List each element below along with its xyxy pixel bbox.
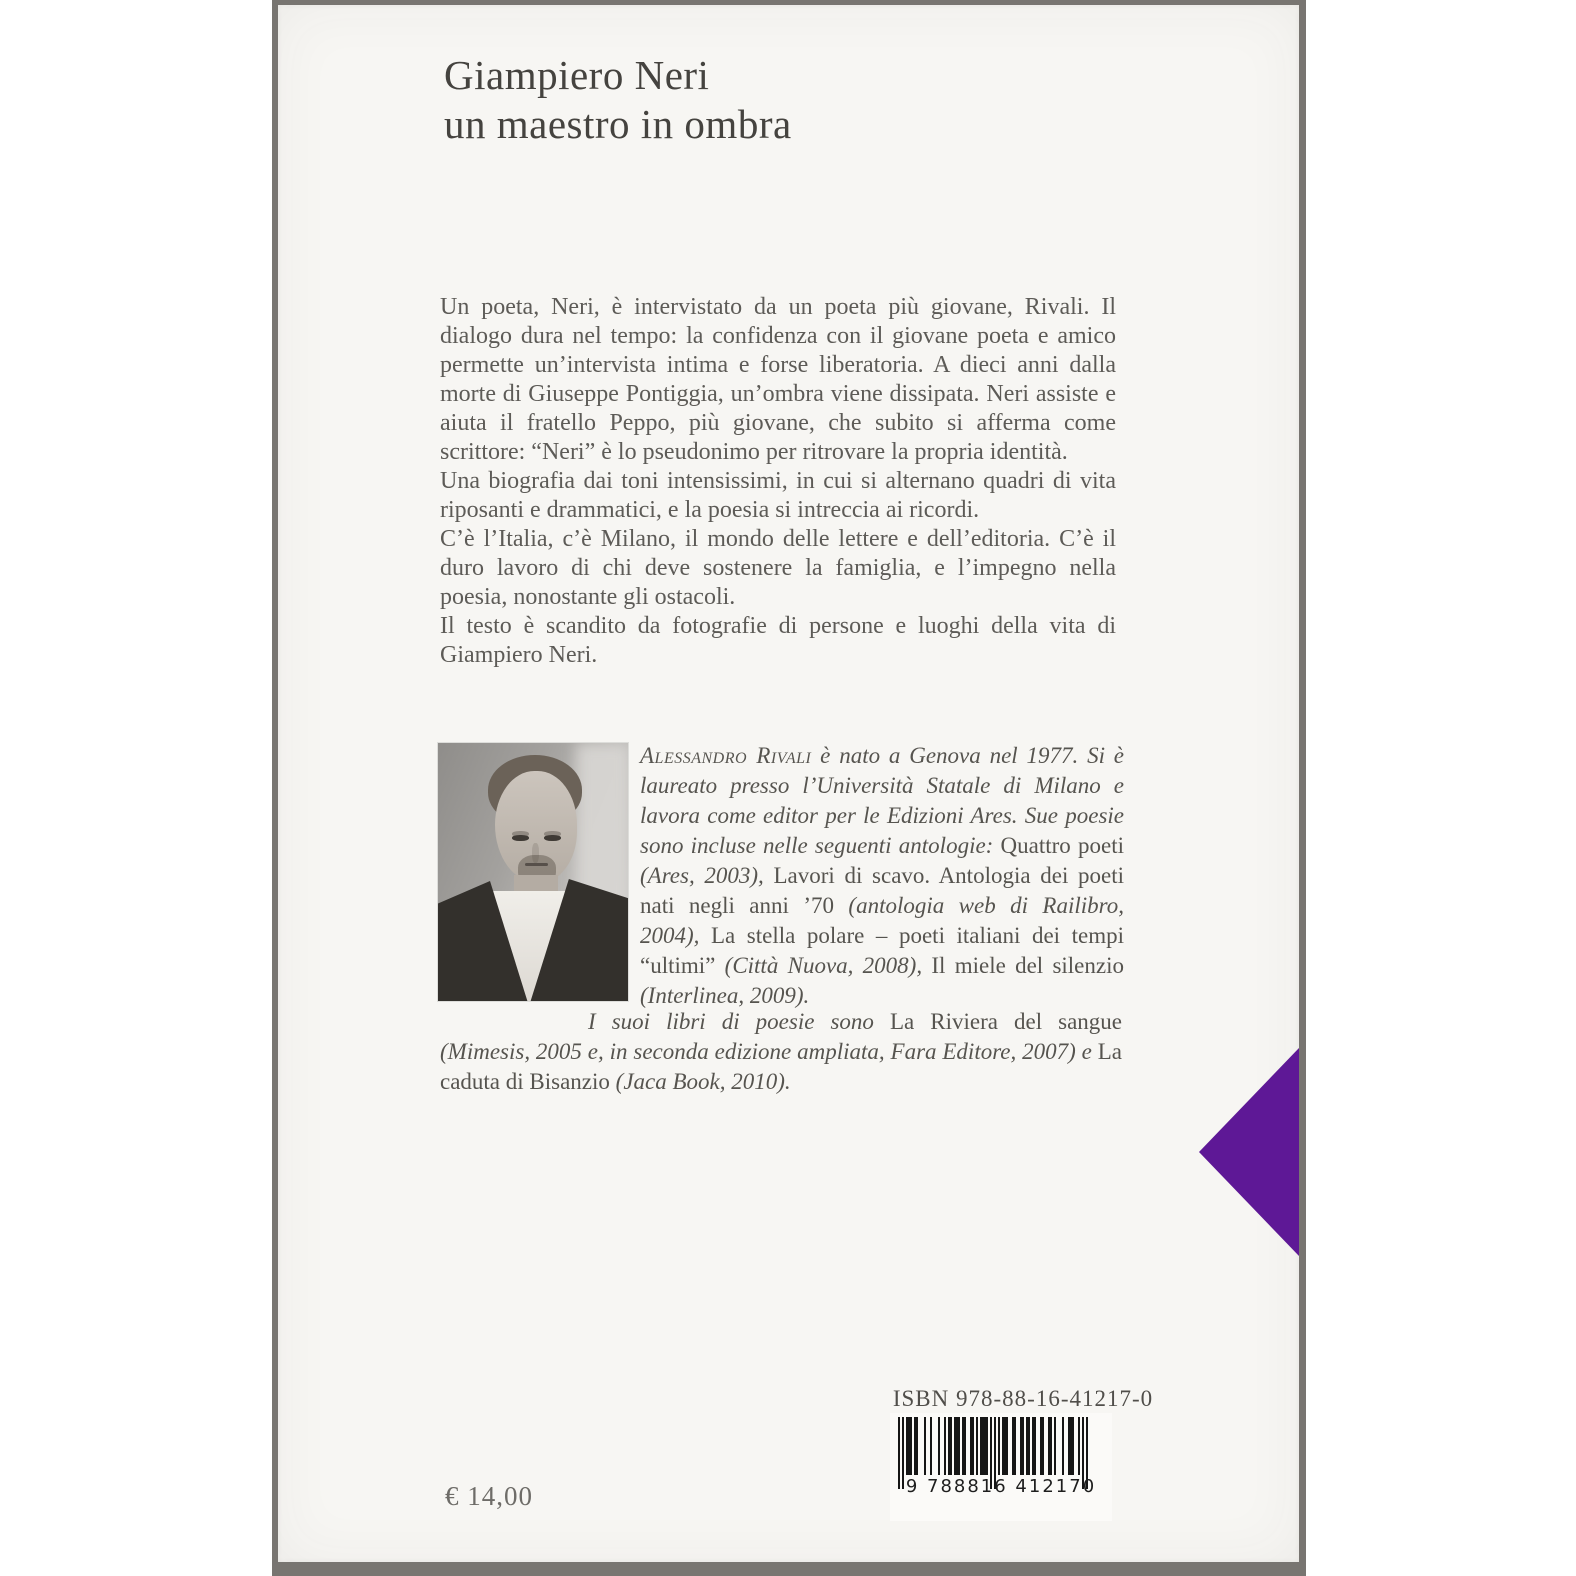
text-segment: (antologia web di Railibro, 2004), (640, 893, 1124, 948)
photo-left-eye (512, 835, 529, 841)
text-segment: Il miele del silenzio (922, 953, 1124, 978)
text-segment: Lavori di scavo. Antologia dei poeti nati negli anni ’70 (640, 863, 1125, 918)
author-bio (640, 741, 1124, 1011)
description-paragraph: Un poeta, Neri, è intervistato da un poeta più giovane, Rivali. Il dialogo dura nel tempo: la confidenza con il giovane poeta e amico permette un’intervista intima e forse liberatoria. A dieci anni dalla morte di Giuseppe Pontiggia, un’ombra viene dissipata. Neri assiste e aiuta il fratello Peppo, più giovane, che subito si afferma come scrittore: “Neri” è lo pseudonimo per ritrovare la propria identità. (440, 294, 1116, 465)
text-segment: (Interlinea, 2009). (640, 983, 810, 1008)
text-segment: è nato a Genova nel 1977. Si è laureato presso l’Università Statale di Milano e lavora come editor per le Edizioni Ares. Sue poesie sono incluse nelle seguenti antologie: (640, 743, 1124, 858)
back-cover-page (278, 5, 1299, 1562)
book-cover-frame (272, 0, 1306, 1576)
book-title-line1: Giampiero Neri (444, 52, 710, 98)
barcode (890, 1413, 1112, 1521)
description-paragraph: C’è l’Italia, c’è Milano, il mondo delle lettere e dell’editoria. C’è il duro lavoro di chi deve sostenere la famiglia, e l’impegno nella poesia, nonostante gli ostacoli. (440, 526, 1116, 610)
book-description (440, 293, 1116, 670)
text-segment: (Città Nuova, 2008), (724, 953, 923, 978)
text-segment: (Jaca Book, 2010). (615, 1069, 791, 1094)
text-segment: I suoi libri di poesie sono (588, 1009, 890, 1034)
price-label: € 14,00 (445, 1481, 533, 1511)
author-poetry-books (440, 1007, 1122, 1097)
book-title-line2: un maestro in ombra (444, 101, 792, 147)
description-paragraph: Il testo è scandito da fotografie di persone e luoghi della vita di Giampiero Neri. (440, 613, 1116, 668)
text-segment: La caduta di Bisanzio (440, 1039, 1122, 1094)
text-segment: (Ares, 2003), (640, 863, 764, 888)
isbn-label: ISBN 978-88-16-41217-0 (892, 1386, 1154, 1411)
text-segment: Quattro poeti (1000, 833, 1125, 858)
text-segment: Alessandro Rivali (640, 743, 812, 768)
description-paragraph: Una biografia dai toni intensissimi, in cui si alternano quadri di vita riposanti e drammatici, e la poesia si intreccia ai ricordi. (440, 468, 1116, 523)
photo-mouth (525, 863, 548, 866)
photo-right-eye (544, 835, 561, 841)
text-segment: La Riviera del sangue (889, 1009, 1122, 1034)
purple-triangle-accent (1199, 1048, 1299, 1256)
text-segment: La stella polare – poeti italiani dei tempi “ultimi” (640, 923, 1124, 978)
book-title (444, 51, 792, 149)
barcode-digits: 9 788816 412170 (905, 1476, 1097, 1497)
text-segment: (Mimesis, 2005 e, in seconda edizione ampliata, Fara Editore, 2007) e (440, 1039, 1098, 1064)
author-photo (438, 743, 628, 1001)
